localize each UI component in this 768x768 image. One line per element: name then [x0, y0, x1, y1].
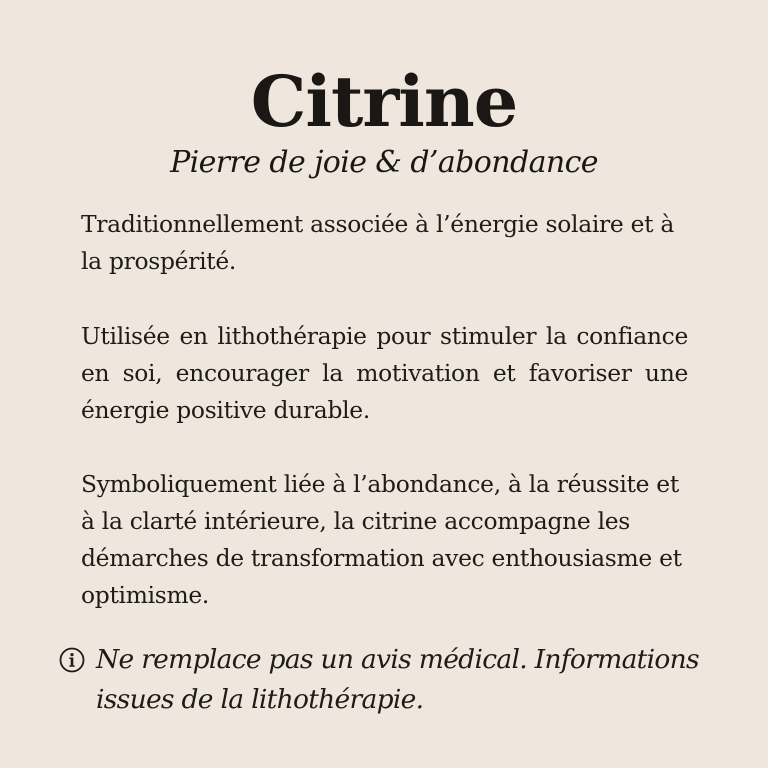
info-icon — [59, 647, 85, 673]
page-subtitle: Pierre de joie & d’abondance — [170, 145, 598, 180]
paragraph-symbolism: Symboliquement liée à l’abondance, à la réussite et à la clarté intérieure, la citrine accompagne les démarches de transformation avec enthousiasme et optimisme. — [81, 470, 682, 609]
page-title: Citrine — [250, 60, 518, 143]
paragraph-lithotherapy: Utilisée en lithothérapie pour stimuler la confiance en soi, encourager la motivation et favoriser une énergie positive durable. — [81, 322, 688, 424]
disclaimer-text: Ne remplace pas un avis médical. Informations issues de la lithothérapie. — [96, 644, 699, 715]
paragraph-energy: Traditionnellement associée à l’énergie solaire et à la prospérité. — [81, 210, 675, 275]
